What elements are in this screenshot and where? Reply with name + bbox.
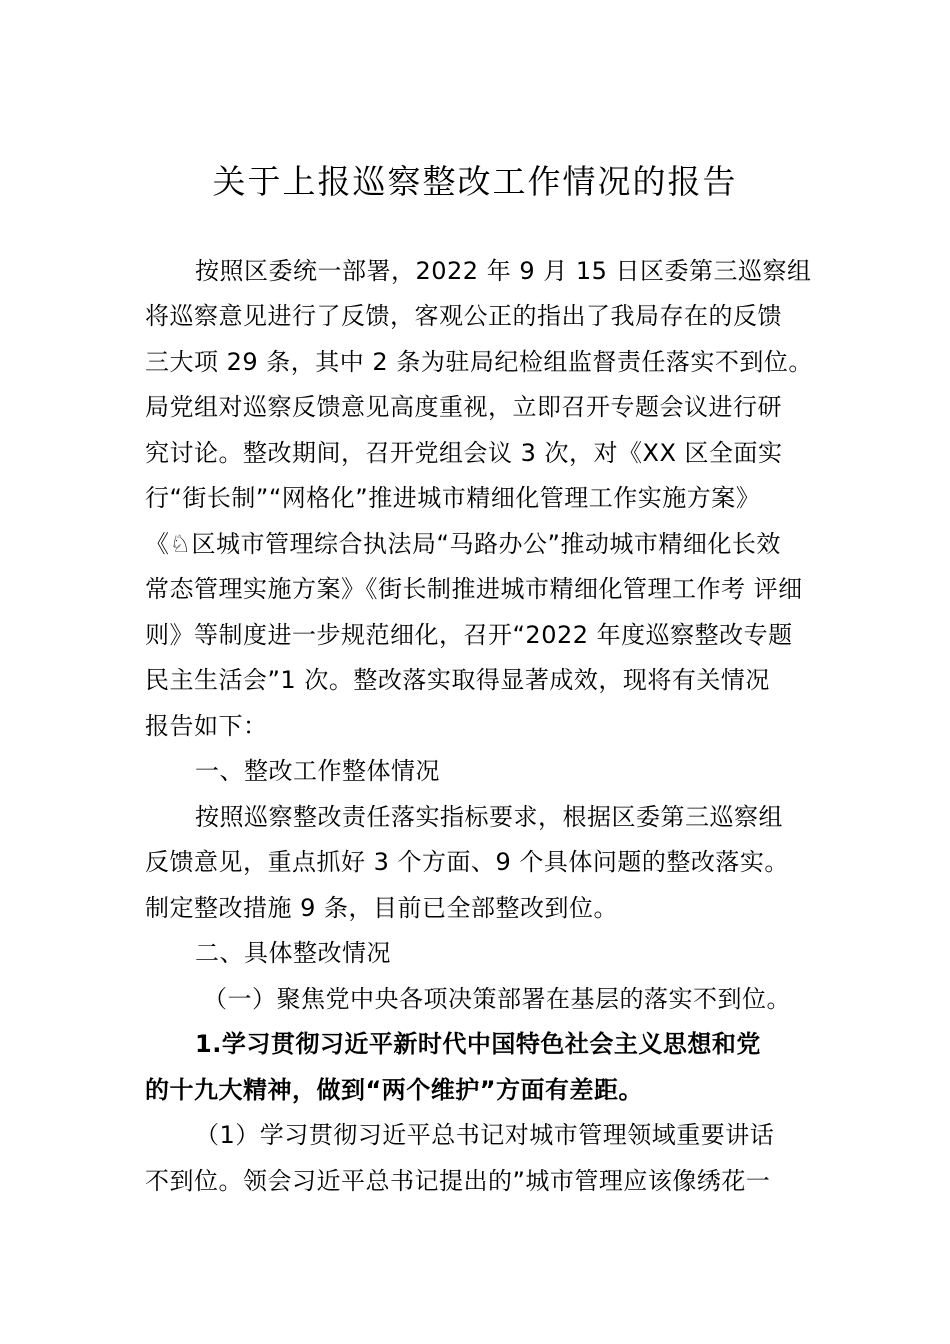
paragraph-line: 报告如下：: [145, 712, 268, 740]
paragraph-line: 究讨论。整改期间，召开党组会议 3 次，对《XX 区全面实: [145, 439, 783, 467]
paragraph-line: 制定整改措施 9 条，目前已全部整改到位。: [145, 894, 619, 922]
bold-heading-line: 1.学习贯彻习近平新时代中国特色社会主义思想和党: [195, 1030, 761, 1058]
page-title: 关于上报巡察整改工作情况的报告: [212, 162, 738, 201]
section-heading: 一、整改工作整体情况: [195, 757, 440, 785]
paragraph-line: 行“街长制”“网格化”推进城市精细化管理工作实施方案》: [145, 484, 761, 512]
paragraph-line: （1）学习贯彻习近平总书记对城市管理领域重要讲话: [195, 1121, 775, 1149]
paragraph-line: 三大项 29 条，其中 2 条为驻局纪检组监督责任落实不到位。: [145, 348, 813, 376]
paragraph-line: 反馈意见，重点抓好 3 个方面、9 个具体问题的整改落实。: [145, 848, 789, 876]
paragraph-line: 将巡察意见进行了反馈，客观公正的指出了我局存在的反馈: [145, 302, 782, 330]
section-heading: 二、具体整改情况: [195, 939, 391, 967]
paragraph-line: 不到位。领会习近平总书记提出的”城市管理应该像绣花一: [145, 1167, 771, 1195]
paragraph-line: 按照区委统一部署，2022 年 9 月 15 日区委第三巡察组: [195, 257, 812, 285]
paragraph-line: 《♘区城市管理综合执法局“马路办公”推动城市精细化长效: [145, 530, 781, 558]
subsection-heading: （一）聚焦党中央各项决策部署在基层的落实不到位。: [203, 985, 791, 1013]
paragraph-line: 局党组对巡察反馈意见高度重视，立即召开专题会议进行研: [145, 393, 782, 421]
paragraph-line: 民主生活会”1 次。整改落实取得显著成效，现将有关情况: [145, 666, 770, 694]
paragraph-line: 则》等制度进一步规范细化，召开“2022 年度巡察整改专题: [145, 621, 793, 649]
paragraph-line: 按照巡察整改责任落实指标要求，根据区委第三巡察组: [195, 803, 783, 831]
paragraph-line: 常态管理实施方案》《街长制推进城市精细化管理工作考 评细: [145, 575, 803, 603]
bold-heading-line: 的十九大精神，做到“两个维护”方面有差距。: [145, 1076, 644, 1104]
